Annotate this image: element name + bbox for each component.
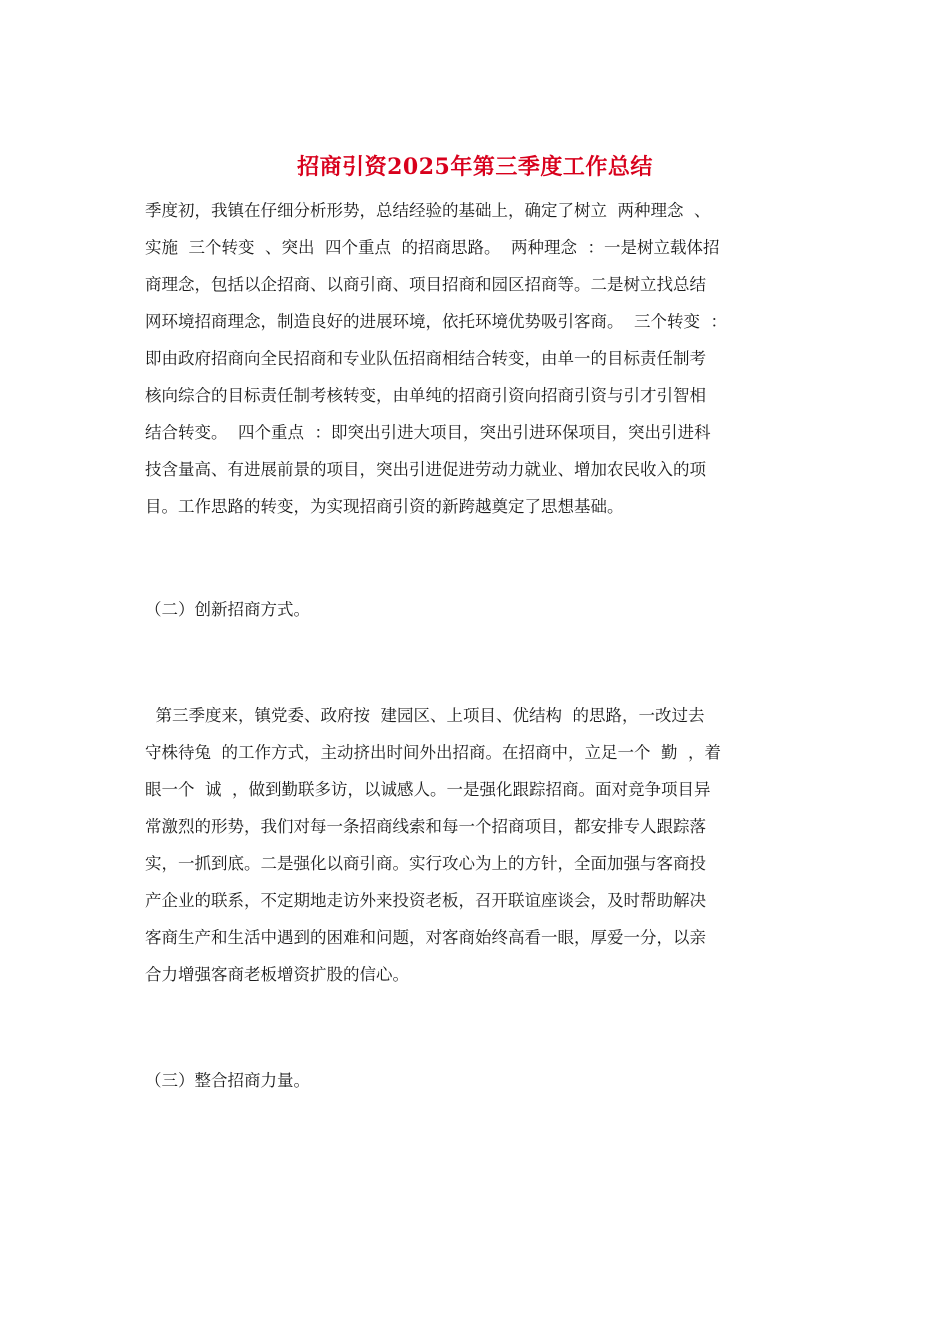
paragraph-1-line: 目。工作思路的转变，为实现招商引资的新跨越奠定了思想基础。: [145, 497, 624, 516]
section-heading-2: （二）创新招商方式。: [145, 600, 310, 619]
paragraph-2-line: 合力增强客商老板增资扩股的信心。: [145, 965, 409, 984]
paragraph-1-line: 季度初，我镇在仔细分析形势，总结经验的基础上，确定了树立 两种理念 、: [145, 201, 711, 220]
paragraph-1-line: 结合转变。 四个重点 ：即突出引进大项目，突出引进环保项目，突出引进科: [145, 423, 711, 442]
paragraph-1-line: 实施 三个转变 、突出 四个重点 的招商思路。 两种理念 ：一是树立载体招: [145, 238, 720, 257]
document-title: 招商引资2025年第三季度工作总结: [297, 154, 653, 180]
paragraph-2-line: 第三季度来，镇党委、政府按 建园区、上项目、优结构 的思路，一改过去: [145, 706, 705, 725]
paragraph-2-line: 眼一个 诚 ，做到勤联多访，以诚感人。一是强化跟踪招商。面对竞争项目异: [145, 780, 711, 799]
section-heading-3: （三）整合招商力量。: [145, 1071, 310, 1090]
paragraph-2-line: 实，一抓到底。二是强化以商引商。实行攻心为上的方针，全面加强与客商投: [145, 854, 706, 873]
paragraph-1-line: 核向综合的目标责任制考核转变，由单纯的招商引资向招商引资与引才引智相: [145, 386, 706, 405]
paragraph-2-line: 常激烈的形势，我们对每一条招商线索和每一个招商项目，都安排专人跟踪落: [145, 817, 706, 836]
paragraph-2-line: 守株待兔 的工作方式，主动挤出时间外出招商。在招商中，立足一个 勤 ，着: [145, 743, 721, 762]
paragraph-1-line: 技含量高、有进展前景的项目，突出引进促进劳动力就业、增加农民收入的项: [145, 460, 706, 479]
paragraph-2-line: 产企业的联系，不定期地走访外来投资老板，召开联谊座谈会，及时帮助解决: [145, 891, 706, 910]
paragraph-1-line: 商理念，包括以企招商、以商引商、项目招商和园区招商等。二是树立找总结: [145, 275, 706, 294]
paragraph-1-line: 网环境招商理念，制造良好的进展环境，依托环境优势吸引客商。 三个转变 ：: [145, 312, 727, 331]
paragraph-2-line: 客商生产和生活中遇到的困难和问题，对客商始终高看一眼，厚爱一分，以亲: [145, 928, 706, 947]
paragraph-1-line: 即由政府招商向全民招商和专业队伍招商相结合转变，由单一的目标责任制考: [145, 349, 706, 368]
